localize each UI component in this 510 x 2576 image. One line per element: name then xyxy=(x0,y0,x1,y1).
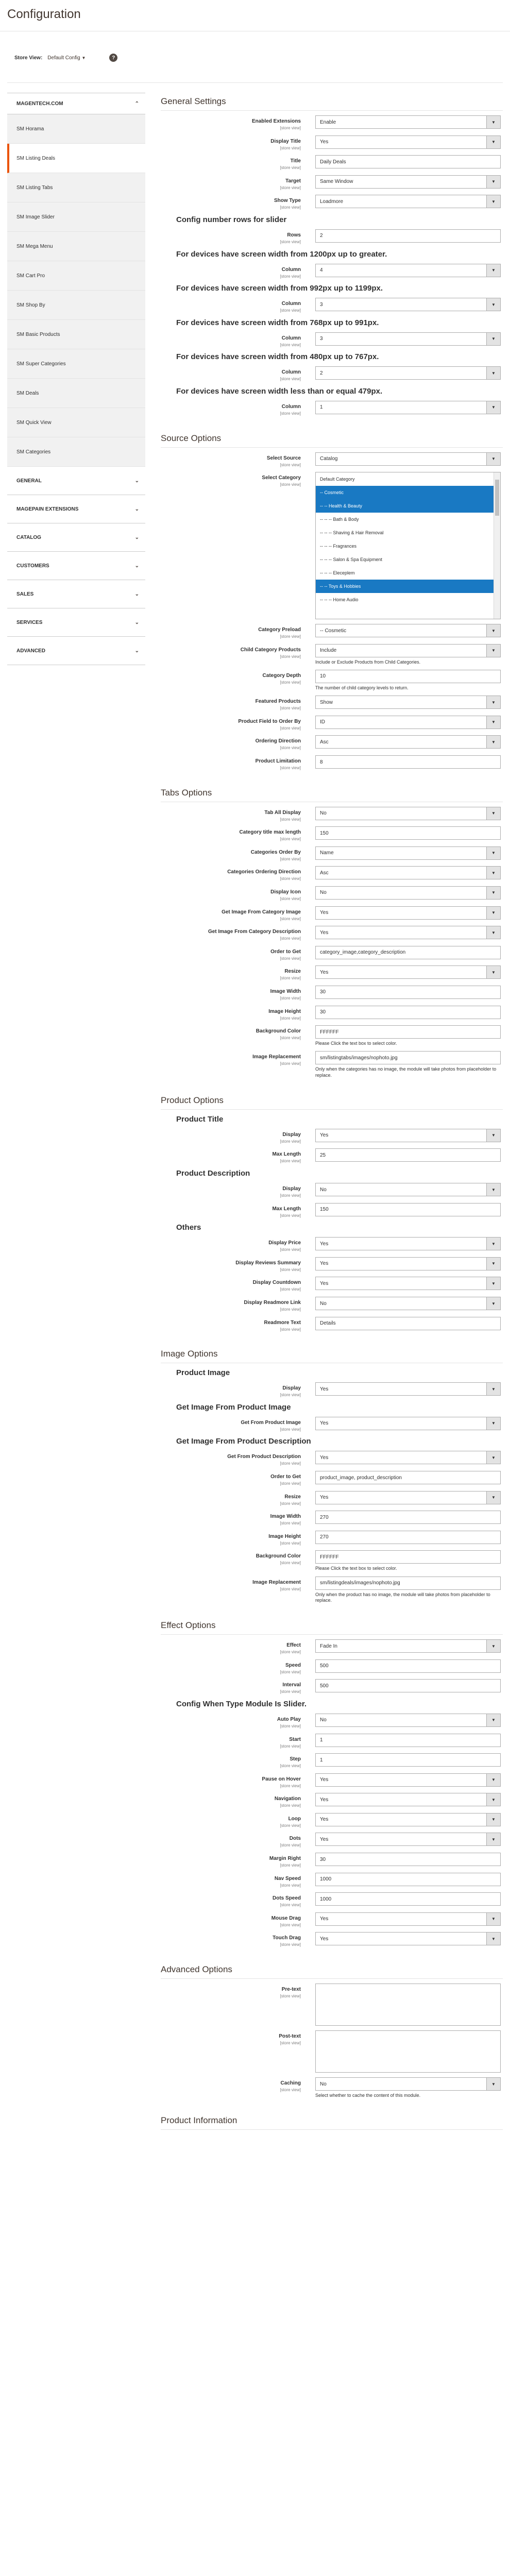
field-select-category: Select Category [store view] Default Category -- Cosmetic -- -- Health & Beauty -- -- -- Bath & Body -- -- -- Shaving & Hair Removal -- -- -- Fragrances -- -- -- Salon & Spa Equipment -- -- -- Eleceplem -- -- Toys & Hobbies -- -- -- Home Audio xyxy=(161,472,503,619)
select-arrow-icon: ▼ xyxy=(486,264,500,277)
select-arrow-icon: ▼ xyxy=(486,645,500,657)
autoplay-select[interactable]: No ▼ xyxy=(315,1714,501,1727)
field-gpd-get: Get From Product Description [store view] Yes ▼ xyxy=(161,1451,503,1466)
chevron-down-icon: ⌄ xyxy=(134,478,139,484)
chevron-down-icon: ⌄ xyxy=(134,534,139,540)
select-arrow-icon: ▼ xyxy=(486,367,500,379)
field-touch-drag: Touch Drag [store view] Yes ▼ xyxy=(161,1932,503,1947)
category-option[interactable]: -- -- -- Shaving & Hair Removal xyxy=(320,530,384,536)
field-cat-order-by: Categories Order By [store view] Name ▼ xyxy=(161,846,503,862)
field-tabs-img-width: Image Width [store view] 30 xyxy=(161,986,503,1001)
field-column-480: Column [store view] 2 ▼ xyxy=(161,366,503,382)
featured-select[interactable]: Show ▼ xyxy=(315,696,501,709)
field-child-category: Child Category Products [store view] Include ▼ Include or Exclude Products from Child Categories. xyxy=(161,644,503,665)
speed-input[interactable]: 500 xyxy=(315,1659,501,1673)
chevron-down-icon: ⌄ xyxy=(134,506,139,512)
field-pause-hover: Pause on Hover [store view] Yes ▼ xyxy=(161,1773,503,1789)
field-pt-max: Max Length [store view] 25 xyxy=(161,1148,503,1164)
img-height-input[interactable]: 270 xyxy=(315,1531,501,1544)
select-arrow-icon: ▼ xyxy=(486,1714,500,1726)
dots-select[interactable]: Yes ▼ xyxy=(315,1833,501,1846)
field-start: Start [store view] 1 xyxy=(161,1734,503,1749)
section-effect-options[interactable]: Effect Options xyxy=(161,1617,503,1635)
column-768-select[interactable]: 3 ▼ xyxy=(315,332,501,346)
select-arrow-icon: ▼ xyxy=(486,1383,500,1395)
get-from-product-image-heading: Get Image From Product Image xyxy=(176,1402,291,1412)
pd-display-select[interactable]: No ▼ xyxy=(315,1183,501,1196)
section-product-information[interactable]: Product Information xyxy=(161,2112,503,2130)
breakpoint-479-heading: For devices have screen width less than or equal 479px. xyxy=(176,386,383,396)
multiselect-scrollbar[interactable] xyxy=(494,472,500,619)
section-tabs-options[interactable]: Tabs Options xyxy=(161,784,503,802)
field-caching: Caching [store view] No ▼ Select whether to cache the content of this module. xyxy=(161,2077,503,2098)
select-arrow-icon: ▼ xyxy=(486,1913,500,1925)
margin-right-input[interactable]: 30 xyxy=(315,1853,501,1866)
select-arrow-icon: ▼ xyxy=(486,1129,500,1142)
tabs-img-width-input[interactable]: 30 xyxy=(315,986,501,999)
select-arrow-icon: ▼ xyxy=(486,807,500,820)
select-arrow-icon: ▼ xyxy=(486,1814,500,1826)
display-icon-select[interactable]: No ▼ xyxy=(315,886,501,900)
field-gpi-get: Get From Product Image [store view] Yes ▼ xyxy=(161,1417,503,1432)
select-arrow-icon: ▼ xyxy=(486,887,500,899)
chevron-up-icon: ⌃ xyxy=(134,100,139,107)
field-display-price: Display Price [store view] Yes ▼ xyxy=(161,1237,503,1252)
field-title: Title [store view] Daily Deals xyxy=(161,155,503,171)
field-img-cat-desc: Get Image From Category Description [store view] Yes ▼ xyxy=(161,926,503,941)
sidebar-item-mega-menu[interactable]: SM Mega Menu xyxy=(7,232,145,261)
dots-speed-input[interactable]: 1000 xyxy=(315,1892,501,1906)
field-category-preload: Category Preload [store view] -- Cosmetic ▼ xyxy=(161,624,503,639)
field-order-direction: Ordering Direction [store view] Asc ▼ xyxy=(161,735,503,751)
product-title-heading: Product Title xyxy=(176,1114,224,1124)
caching-select[interactable]: No ▼ xyxy=(315,2077,501,2091)
field-note: Please Click the text box to select color. xyxy=(315,1566,397,1571)
column-1200-select[interactable]: 4 ▼ xyxy=(315,264,501,277)
img-resize-select[interactable]: Yes ▼ xyxy=(315,1491,501,1504)
display-title-select[interactable]: Yes ▼ xyxy=(315,135,501,149)
field-img-cat-image: Get Image From Category Image [store view] Yes ▼ xyxy=(161,906,503,922)
store-view-dropdown[interactable]: Default Config ▼ xyxy=(47,55,86,61)
pause-hover-select[interactable]: Yes ▼ xyxy=(315,1773,501,1787)
field-pd-max: Max Length [store view] 150 xyxy=(161,1203,503,1218)
select-arrow-icon: ▼ xyxy=(486,401,500,414)
sidebar-item-shop-by[interactable]: SM Shop By xyxy=(7,291,145,320)
tabs-img-repl-input[interactable]: sm/listingtabs/images/nophoto.jpg xyxy=(315,1051,501,1064)
img-width-input[interactable]: 270 xyxy=(315,1511,501,1524)
field-note: Only when the product has no image, the module will take photos from placeholder to replace. xyxy=(315,1591,490,1603)
select-arrow-icon: ▼ xyxy=(486,966,500,978)
select-arrow-icon: ▼ xyxy=(486,1774,500,1786)
enabled-select[interactable]: Enable ▼ xyxy=(315,115,501,129)
field-nav-speed: Nav Speed [store view] 1000 xyxy=(161,1873,503,1888)
field-product-limit: Product Limitation [store view] 8 xyxy=(161,755,503,771)
sidebar-group-customers[interactable]: CUSTOMERS ⌄ xyxy=(7,552,145,580)
category-option[interactable]: -- -- -- Home Audio xyxy=(320,597,359,603)
mouse-drag-select[interactable]: Yes ▼ xyxy=(315,1912,501,1926)
select-arrow-icon: ▼ xyxy=(486,1933,500,1945)
sidebar-item-horama[interactable]: SM Horama xyxy=(7,114,145,144)
img-bg-color-input[interactable]: FFFFFF xyxy=(315,1550,501,1564)
field-posttext: Post-text [store view] xyxy=(161,2030,503,2073)
sidebar-group-magentech[interactable] xyxy=(7,93,145,114)
sidebar-item-deals[interactable]: SM Deals xyxy=(7,379,145,408)
field-tabs-img-height: Image Height [store view] 30 xyxy=(161,1006,503,1021)
section-source-options[interactable]: Source Options xyxy=(161,430,503,448)
select-arrow-icon: ▼ xyxy=(486,1277,500,1290)
select-arrow-icon: ▼ xyxy=(486,1258,500,1270)
category-option[interactable]: -- -- Health & Beauty xyxy=(316,499,500,513)
select-arrow-icon: ▼ xyxy=(486,1451,500,1464)
category-option[interactable]: -- -- -- Salon & Spa Equipment xyxy=(320,557,383,563)
sidebar-item-quick-view[interactable]: SM Quick View xyxy=(7,408,145,437)
order-direction-select[interactable]: Asc ▼ xyxy=(315,735,501,749)
field-img-order-get: Order to Get [store view] product_image, product_description xyxy=(161,1471,503,1486)
field-column-1200: Column [store view] 4 ▼ xyxy=(161,264,503,279)
field-speed: Speed [store view] 500 xyxy=(161,1659,503,1675)
sidebar-group-label: MAGENTECH.COM xyxy=(16,100,63,107)
select-arrow-icon: ▼ xyxy=(486,1183,500,1196)
img-order-get-input[interactable]: product_image, product_description xyxy=(315,1471,501,1484)
field-navigation: Navigation [store view] Yes ▼ xyxy=(161,1793,503,1808)
dropdown-arrow-icon: ▼ xyxy=(81,55,86,60)
breakpoint-1200-heading: For devices have screen width from 1200px up to greater. xyxy=(176,249,387,259)
select-arrow-icon: ▼ xyxy=(486,867,500,879)
category-option[interactable]: -- -- Toys & Hobbies xyxy=(316,580,500,593)
loop-select[interactable]: Yes ▼ xyxy=(315,1813,501,1826)
slider-config-heading: Config When Type Module Is Slider. xyxy=(176,1699,307,1708)
posttext-textarea[interactable] xyxy=(315,2030,501,2073)
select-arrow-icon: ▼ xyxy=(486,907,500,919)
step-input[interactable]: 1 xyxy=(315,1753,501,1767)
sidebar-group-advanced[interactable]: ADVANCED ⌄ xyxy=(7,637,145,665)
field-dots-speed: Dots Speed [store view] 1000 xyxy=(161,1892,503,1908)
field-column-479: Column [store view] 1 ▼ xyxy=(161,401,503,416)
chevron-down-icon: ⌄ xyxy=(134,619,139,625)
touch-drag-select[interactable]: Yes ▼ xyxy=(315,1932,501,1945)
field-pd-display: Display [store view] No ▼ xyxy=(161,1183,503,1198)
field-show-type: Show Type [store view] Loadmore ▼ xyxy=(161,195,503,210)
category-multiselect[interactable] xyxy=(315,472,501,619)
start-input[interactable]: 1 xyxy=(315,1734,501,1747)
config-main xyxy=(161,93,503,2130)
rows-input[interactable]: 2 xyxy=(315,229,501,243)
select-arrow-icon: ▼ xyxy=(486,696,500,708)
show-type-select[interactable]: Loadmore ▼ xyxy=(315,195,501,208)
field-img-width: Image Width [store view] 270 xyxy=(161,1511,503,1526)
pt-max-input[interactable]: 25 xyxy=(315,1148,501,1162)
store-view-label: Store View: xyxy=(14,55,43,61)
field-note: Include or Exclude Products from Child Categories. xyxy=(315,659,421,665)
category-option[interactable]: Default Category xyxy=(320,477,355,482)
page-title: Configuration xyxy=(7,7,81,21)
pd-max-input[interactable]: 150 xyxy=(315,1203,501,1216)
tabs-resize-select[interactable]: Yes ▼ xyxy=(315,965,501,979)
field-loop: Loop [store view] Yes ▼ xyxy=(161,1813,503,1828)
chevron-down-icon: ⌄ xyxy=(134,648,139,654)
select-arrow-icon: ▼ xyxy=(486,116,500,128)
select-arrow-icon: ▼ xyxy=(486,926,500,939)
select-arrow-icon: ▼ xyxy=(486,195,500,208)
field-category-depth: Category Depth [store view] 10 The number of child category levels to return. xyxy=(161,670,503,691)
sidebar-item-categories[interactable]: SM Categories xyxy=(7,437,145,467)
sidebar-group-services[interactable]: SERVICES ⌄ xyxy=(7,608,145,637)
cat-order-dir-select[interactable]: Asc ▼ xyxy=(315,866,501,879)
column-479-select[interactable]: 1 ▼ xyxy=(315,401,501,414)
field-step: Step [store view] 1 xyxy=(161,1753,503,1769)
category-preload-select[interactable]: -- Cosmetic ▼ xyxy=(315,624,501,637)
select-arrow-icon: ▼ xyxy=(486,1238,500,1250)
field-display-readmore: Display Readmore Link [store view] No ▼ xyxy=(161,1297,503,1312)
field-display-icon: Display Icon [store view] No ▼ xyxy=(161,886,503,902)
sidebar-group-magepain[interactable]: MAGEPAIN EXTENSIONS ⌄ xyxy=(7,495,145,523)
sidebar-item-cart-pro[interactable]: SM Cart Pro xyxy=(7,261,145,291)
display-reviews-select[interactable]: Yes ▼ xyxy=(315,1257,501,1270)
field-readmore-text: Readmore Text [store view] Details xyxy=(161,1317,503,1332)
gpi-get-select[interactable]: Yes ▼ xyxy=(315,1417,501,1430)
nav-speed-input[interactable]: 1000 xyxy=(315,1873,501,1886)
column-480-select[interactable]: 2 ▼ xyxy=(315,366,501,380)
display-readmore-select[interactable]: No ▼ xyxy=(315,1297,501,1310)
field-tabs-bg-color: Background Color [store view] FFFFFF Please Click the text box to select color. xyxy=(161,1025,503,1046)
field-note: The number of child category levels to return. xyxy=(315,685,409,690)
pt-display-select[interactable]: Yes ▼ xyxy=(315,1129,501,1142)
tabs-order-get-input[interactable]: category_image,category_description xyxy=(315,946,501,959)
section-product-options[interactable]: Product Options xyxy=(161,1092,503,1110)
select-arrow-icon: ▼ xyxy=(486,624,500,637)
target-select[interactable]: Same Window ▼ xyxy=(315,175,501,189)
display-price-select[interactable]: Yes ▼ xyxy=(315,1237,501,1250)
config-sidebar xyxy=(7,93,145,665)
field-img-resize: Resize [store view] Yes ▼ xyxy=(161,1491,503,1506)
slider-rows-heading: Config number rows for slider xyxy=(176,215,287,224)
child-category-select[interactable]: Include ▼ xyxy=(315,644,501,657)
section-general-settings[interactable]: General Settings xyxy=(161,93,503,111)
select-arrow-icon: ▼ xyxy=(486,1833,500,1845)
effect-select[interactable]: Fade In ▼ xyxy=(315,1639,501,1653)
pi-display-select[interactable]: Yes ▼ xyxy=(315,1382,501,1396)
select-arrow-icon: ▼ xyxy=(486,1793,500,1806)
field-note: Please Click the text box to select color. xyxy=(315,1041,397,1046)
field-column-992: Column [store view] 3 ▼ xyxy=(161,298,503,313)
select-arrow-icon: ▼ xyxy=(486,1640,500,1652)
title-input[interactable]: Daily Deals xyxy=(315,155,501,168)
category-option[interactable]: -- Cosmetic xyxy=(316,486,500,499)
img-cat-image-select[interactable]: Yes ▼ xyxy=(315,906,501,920)
column-992-select[interactable]: 3 ▼ xyxy=(315,298,501,311)
cat-title-length-input[interactable]: 150 xyxy=(315,826,501,840)
select-arrow-icon: ▼ xyxy=(486,1417,500,1430)
section-image-options[interactable]: Image Options xyxy=(161,1345,503,1363)
select-arrow-icon: ▼ xyxy=(486,453,500,465)
header-divider xyxy=(7,82,503,83)
select-arrow-icon: ▼ xyxy=(486,333,500,345)
sidebar-item-listing-deals[interactable]: SM Listing Deals xyxy=(7,144,145,173)
breakpoint-992-heading: For devices have screen width from 992px up to 1199px. xyxy=(176,284,383,293)
category-option[interactable]: -- -- -- Eleceplem xyxy=(320,570,355,576)
others-heading: Others xyxy=(176,1223,201,1232)
field-pi-display: Display [store view] Yes ▼ xyxy=(161,1382,503,1398)
category-option[interactable]: -- -- -- Fragrances xyxy=(320,544,357,549)
field-select-source: Select Source [store view] Catalog ▼ xyxy=(161,452,503,468)
field-dots: Dots [store view] Yes ▼ xyxy=(161,1833,503,1848)
select-arrow-icon: ▼ xyxy=(486,716,500,728)
sidebar-item-basic-products[interactable]: SM Basic Products xyxy=(7,320,145,349)
sidebar-group-sales[interactable]: SALES ⌄ xyxy=(7,580,145,608)
get-from-product-desc-heading: Get Image From Product Description xyxy=(176,1437,311,1446)
sidebar-item-image-slider[interactable]: SM Image Slider xyxy=(7,202,145,232)
select-arrow-icon: ▼ xyxy=(486,1492,500,1504)
field-effect: Effect [store view] Fade In ▼ xyxy=(161,1639,503,1655)
select-arrow-icon: ▼ xyxy=(486,298,500,311)
field-rows: Rows [store view] 2 xyxy=(161,229,503,245)
field-target: Target [store view] Same Window ▼ xyxy=(161,175,503,191)
field-mouse-drag: Mouse Drag [store view] Yes ▼ xyxy=(161,1912,503,1928)
field-note: Only when the categories has no image, the module will take photos from placeholder to replace. xyxy=(315,1066,497,1078)
img-cat-desc-select[interactable]: Yes ▼ xyxy=(315,926,501,939)
product-description-heading: Product Description xyxy=(176,1169,250,1178)
field-cat-title-length: Category title max length [store view] 150 xyxy=(161,826,503,842)
help-icon[interactable]: ? xyxy=(109,54,117,62)
field-column-768: Column [store view] 3 ▼ xyxy=(161,332,503,348)
field-tabs-img-repl: Image Replacement [store view] sm/listingtabs/images/nophoto.jpg Only when the categories has no image, the module will take photos from placeholder to replace. xyxy=(161,1051,503,1078)
select-arrow-icon: ▼ xyxy=(486,136,500,148)
interval-input[interactable]: 500 xyxy=(315,1679,501,1692)
field-pt-display: Display [store view] Yes ▼ xyxy=(161,1129,503,1144)
tab-all-select[interactable]: No ▼ xyxy=(315,807,501,820)
store-view-switcher xyxy=(14,54,117,62)
breakpoint-768-heading: For devices have screen width from 768px up to 991px. xyxy=(176,318,379,327)
select-arrow-icon: ▼ xyxy=(486,847,500,859)
field-autoplay: Auto Play [store view] No ▼ xyxy=(161,1714,503,1729)
tabs-img-height-input[interactable]: 30 xyxy=(315,1006,501,1019)
sidebar-item-super-categories[interactable]: SM Super Categories xyxy=(7,349,145,379)
readmore-text-input[interactable]: Details xyxy=(315,1317,501,1330)
field-tabs-order-get: Order to Get [store view] category_image,category_description xyxy=(161,946,503,961)
field-margin-right: Margin Right [store view] 30 xyxy=(161,1853,503,1868)
category-depth-input[interactable]: 10 xyxy=(315,670,501,683)
product-image-heading: Product Image xyxy=(176,1368,230,1378)
sidebar-group-general[interactable]: GENERAL ⌄ xyxy=(7,467,145,495)
sidebar-item-listing-tabs[interactable]: SM Listing Tabs xyxy=(7,173,145,202)
field-display-countdown: Display Countdown [store view] Yes ▼ xyxy=(161,1277,503,1292)
field-pretext: Pre-text [store view] xyxy=(161,1984,503,2026)
img-repl-input[interactable]: sm/listingdeals/images/nophoto.jpg xyxy=(315,1577,501,1590)
chevron-down-icon: ⌄ xyxy=(134,563,139,569)
field-order-by: Product Field to Order By [store view] ID ▼ xyxy=(161,716,503,731)
display-countdown-select[interactable]: Yes ▼ xyxy=(315,1277,501,1290)
product-limit-input[interactable]: 8 xyxy=(315,755,501,769)
field-img-bg-color: Background Color [store view] FFFFFF Please Click the text box to select color. xyxy=(161,1550,503,1571)
field-img-repl: Image Replacement [store view] sm/listingdeals/images/nophoto.jpg Only when the product has no image, the module will take photos from placeholder to replace. xyxy=(161,1577,503,1604)
tabs-bg-color-input[interactable]: FFFFFF xyxy=(315,1025,501,1039)
field-img-height: Image Height [store view] 270 xyxy=(161,1531,503,1546)
sidebar-group-catalog[interactable]: CATALOG ⌄ xyxy=(7,523,145,552)
select-source-select[interactable]: Catalog ▼ xyxy=(315,452,501,466)
section-advanced-options[interactable]: Advanced Options xyxy=(161,1961,503,1979)
order-by-select[interactable]: ID ▼ xyxy=(315,716,501,729)
pretext-textarea[interactable] xyxy=(315,1984,501,2026)
field-cat-order-dir: Categories Ordering Direction [store view] Asc ▼ xyxy=(161,866,503,882)
category-option[interactable]: -- -- -- Bath & Body xyxy=(320,517,359,522)
select-arrow-icon: ▼ xyxy=(486,736,500,748)
field-enabled: Enabled Extensions [store view] Enable ▼ xyxy=(161,115,503,131)
navigation-select[interactable]: Yes ▼ xyxy=(315,1793,501,1806)
field-interval: Interval [store view] 500 xyxy=(161,1679,503,1694)
gpd-get-select[interactable]: Yes ▼ xyxy=(315,1451,501,1464)
field-display-reviews: Display Reviews Summary [store view] Yes ▼ xyxy=(161,1257,503,1273)
field-tabs-resize: Resize [store view] Yes ▼ xyxy=(161,965,503,981)
field-note: Select whether to cache the content of this module. xyxy=(315,2093,421,2098)
cat-order-by-select[interactable]: Name ▼ xyxy=(315,846,501,860)
breakpoint-480-heading: For devices have screen width from 480px up to 767px. xyxy=(176,352,379,362)
chevron-down-icon: ⌄ xyxy=(134,591,139,597)
field-display-title: Display Title [store view] Yes ▼ xyxy=(161,135,503,151)
field-tab-all: Tab All Display [store view] No ▼ xyxy=(161,807,503,822)
select-arrow-icon: ▼ xyxy=(486,2078,500,2090)
select-arrow-icon: ▼ xyxy=(486,1297,500,1310)
select-arrow-icon: ▼ xyxy=(486,176,500,188)
field-featured: Featured Products [store view] Show ▼ xyxy=(161,696,503,711)
